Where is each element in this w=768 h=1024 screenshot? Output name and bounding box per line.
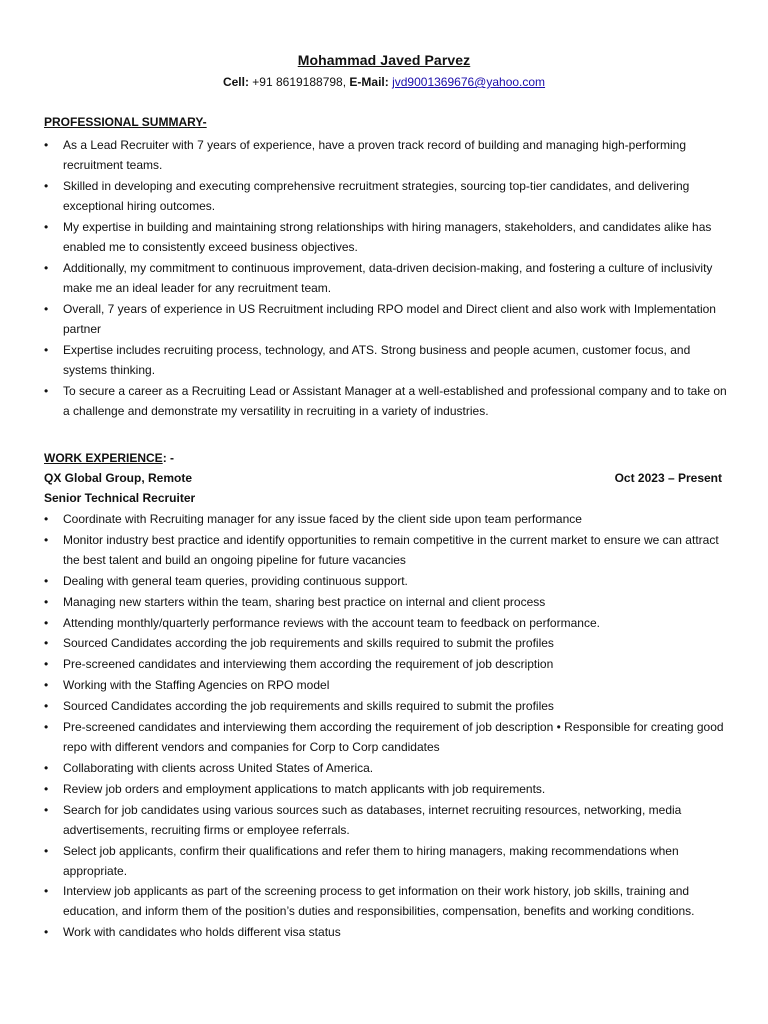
duty-item: • Pre-screened candidates and interviewing them according the requirement of job description • Responsible for creating good repo with different vendors and companies for Corp to Corp candidates [44, 717, 728, 757]
duty-item: • Search for job candidates using various sources such as databases, internet recruiting resources, networking, media advertisements, recruiting firms or employee referrals. [44, 800, 728, 840]
work-experience-heading [44, 451, 174, 465]
work-heading-text: WORK EXPERIENCE [44, 451, 163, 465]
duty-item: • Interview job applicants as part of the screening process to get information on their work history, job skills, training and education, and inform them of the position’s duties and responsibilities, compensation, benefits and working conditions. [44, 881, 728, 921]
duty-item: • Work with candidates who holds different visa status [44, 922, 728, 942]
work-duties-list [44, 509, 728, 943]
contact-line [0, 75, 768, 89]
summary-item: • My expertise in building and maintaining strong relationships with hiring managers, stakeholders, and candidates alike has enabled me to consistently exceed business objectives. [44, 217, 728, 257]
summary-item: • Expertise includes recruiting process, technology, and ATS. Strong business and people acumen, customer focus, and systems thinking. [44, 340, 728, 380]
duty-item: • Sourced Candidates according the job requirements and skills required to submit the profiles [44, 633, 728, 653]
job-title: Senior Technical Recruiter [44, 491, 196, 505]
summary-item: • As a Lead Recruiter with 7 years of experience, have a proven track record of building and managing high-performing recruitment teams. [44, 135, 728, 175]
duty-item: • Review job orders and employment applications to match applicants with job requirements. [44, 779, 728, 799]
duty-item: • Select job applicants, confirm their qualifications and refer them to hiring managers, making recommendations when appropriate. [44, 841, 728, 881]
summary-heading-text: PROFESSIONAL SUMMARY- [44, 115, 207, 129]
duty-item: • Pre-screened candidates and interviewing them according the requirement of job description [44, 654, 728, 674]
cell-number: +91 8619188798, [252, 75, 347, 89]
duty-item: • Attending monthly/quarterly performance reviews with the account team to feedback on performance. [44, 613, 728, 633]
summary-item: • To secure a career as a Recruiting Lead or Assistant Manager at a well-established and professional company and to take on a challenge and demonstrate my versatility in recruiting in a variety of industries. [44, 381, 728, 421]
summary-heading [44, 115, 207, 129]
cell-label: Cell: [222, 75, 249, 89]
summary-item: • Overall, 7 years of experience in US Recruitment including RPO model and Direct client and also work with Implementation partner [44, 299, 728, 339]
duty-item: • Dealing with general team queries, providing continuous support. [44, 571, 728, 591]
work-heading-suffix: : - [162, 451, 175, 465]
summary-item: • Skilled in developing and executing comprehensive recruitment strategies, sourcing top-tier candidates, and delivering exceptional hiring outcomes. [44, 176, 728, 216]
company-name: QX Global Group, Remote [44, 471, 193, 485]
employment-dates: Oct 2023 – Present [614, 471, 722, 485]
candidate-name: Mohammad Javed Parvez [297, 52, 471, 68]
email-link[interactable]: jvd9001369676@yahoo.com [392, 75, 546, 89]
duty-item: • Coordinate with Recruiting manager for any issue faced by the client side upon team performance [44, 509, 728, 529]
summary-item: • Additionally, my commitment to continuous improvement, data-driven decision-making, and fostering a culture of inclusivity make me an ideal leader for any recruitment team. [44, 258, 728, 298]
duty-item: • Sourced Candidates according the job requirements and skills required to submit the profiles [44, 696, 728, 716]
duty-item: • Working with the Staffing Agencies on RPO model [44, 675, 728, 695]
duty-item: • Collaborating with clients across United States of America. [44, 758, 728, 778]
company-row [44, 471, 722, 485]
summary-list [44, 135, 728, 422]
duty-item: • Managing new starters within the team, sharing best practice on internal and client process [44, 592, 728, 612]
duty-item: • Monitor industry best practice and identify opportunities to remain competitive in the current market to ensure we can attract the best talent and build an ongoing pipeline for future vacancies [44, 530, 728, 570]
email-label: E-Mail: [349, 75, 389, 89]
